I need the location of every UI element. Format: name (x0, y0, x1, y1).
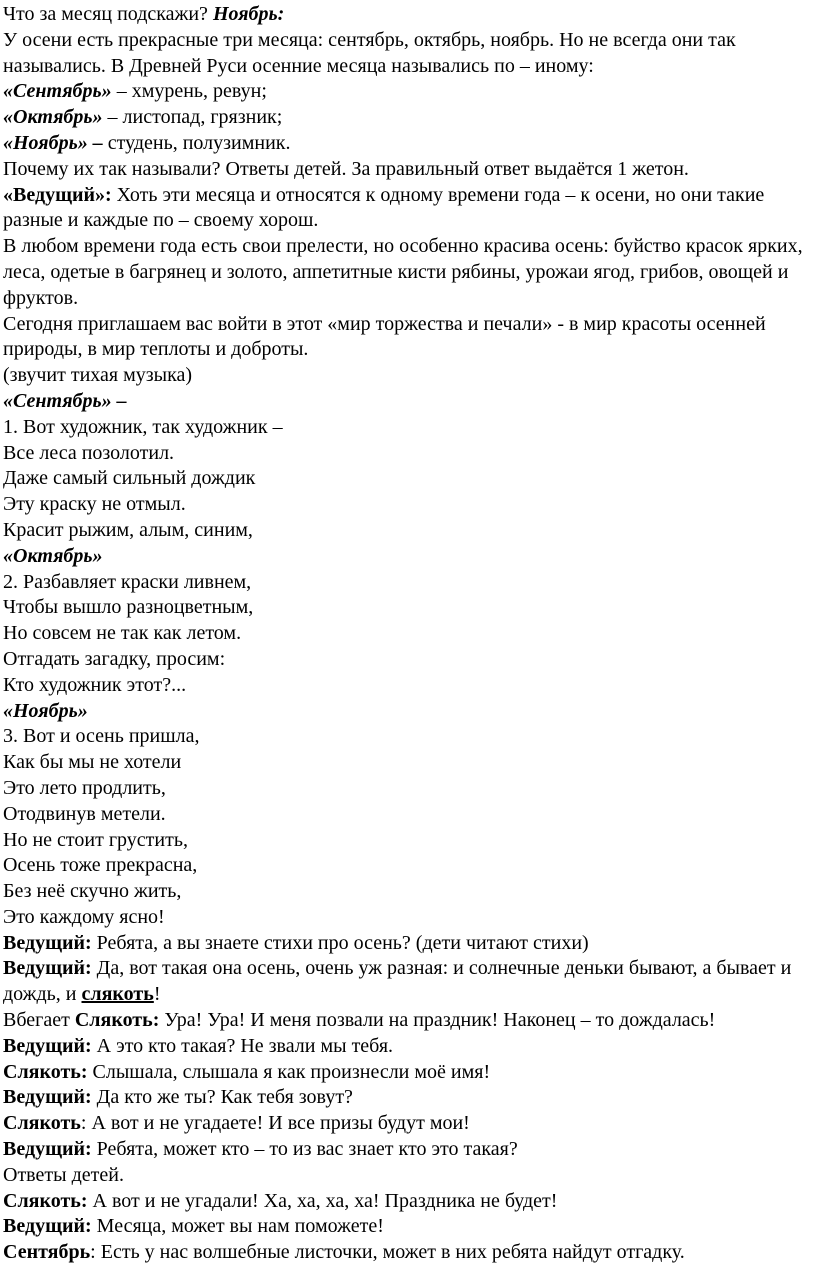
speaker-slush: Слякоть: (3, 1060, 88, 1083)
poem-line: Кто художник этот?... (3, 673, 187, 696)
dialogue-line (3, 1111, 816, 1137)
heading-october: «Октябрь» (3, 544, 103, 567)
poem-line: Но совсем не так как летом. (3, 622, 242, 645)
paragraph-autumn-months: У осени есть прекрасные три месяца: сентябрь, октябрь, ноябрь. Но не всегда они так назывались. В Древней Руси осенние месяца назывались по – иному: (3, 28, 736, 77)
dialogue-text: Да кто же ты? Как тебя зовут? (91, 1086, 353, 1109)
paragraph-question-why: Почему их так называли? Ответы детей. За правильный ответ выдаётся 1 жетон. (3, 157, 689, 180)
speaker-slush: Слякоть: (74, 1009, 160, 1032)
dialogue-line (3, 1085, 816, 1111)
dialogue-text: Да, вот такая она осень, очень уж разная: и солнечные деньки бывают, а бывает и дождь, и (3, 957, 792, 1006)
month-november-label: Ноябрь: (212, 3, 285, 25)
dialogue-line (3, 1034, 816, 1060)
speaker-host: Ведущий: (3, 1034, 92, 1057)
october-old-names (3, 105, 816, 131)
dialogue-line (3, 1214, 816, 1240)
dialogue-text: А это кто такая? Не звали мы тебя. (91, 1034, 394, 1057)
dialogue-line (3, 1060, 816, 1086)
intro-question (3, 2, 816, 28)
dialogue-line (3, 1240, 816, 1266)
speaker-september: Сентябрь (3, 1241, 91, 1264)
dialogue-text: : А вот и не угадаете! И все призы будут мои! (80, 1112, 470, 1135)
month-september-label: «Сентябрь» (3, 80, 112, 103)
word-slush-underlined: слякоть (81, 983, 154, 1006)
poem-line: Это лето продлить, (3, 776, 166, 799)
heading-november: «Ноябрь» (3, 699, 88, 722)
dialogue-line (3, 1137, 816, 1163)
poem-line: Осень тоже прекрасна, (3, 854, 198, 877)
question-text: Что за месяц подскажи? (3, 3, 213, 25)
speaker-host: Ведущий: (3, 957, 92, 980)
stage-direction-music: (звучит тихая музыка) (3, 364, 193, 387)
speaker-host: Ведущий: (3, 1215, 92, 1238)
poem-line: Отодвинув метели. (3, 802, 166, 825)
dialogue-text: Ура! Ура! И меня позвали на праздник! Наконец – то дождалась! (159, 1009, 716, 1032)
month-october-label: «Октябрь» (3, 106, 103, 129)
month-november-label: «Ноябрь» – (3, 131, 103, 154)
september-old-names (3, 79, 816, 105)
poem-line: Эту краску не отмыл. (3, 493, 186, 516)
dialogue-line (3, 1189, 816, 1215)
poem-line: Красит рыжим, алым, синим, (3, 518, 253, 541)
dialogue-text: Ребята, а вы знаете стихи про осень? (дети читают стихи) (91, 931, 589, 954)
poem-line: 1. Вот художник, так художник – (3, 415, 283, 438)
paragraph-autumn-beauty: В любом времени года есть свои прелести, но особенно красива осень: буйство красок ярких, леса, одетые в багрянец и золото, аппетитные кисти рябины, урожаи ягод, грибов, овощей и фруктов. (3, 235, 803, 309)
poem-line: Все леса позолотил. (3, 441, 175, 464)
poem-line: Отгадать загадку, просим: (3, 647, 226, 670)
dialogue-text: Месяца, может вы нам поможете! (91, 1215, 384, 1238)
paragraph-host-intro (3, 183, 816, 235)
host-speech: Хоть эти месяца и относятся к одному времени года – к осени, но они такие разные и каждые по – своему хорош. (3, 183, 765, 232)
poem-line: Чтобы вышло разноцветным, (3, 596, 254, 619)
poem-line: Без неё скучно жить, (3, 880, 182, 903)
september-names: – хмурень, ревун; (111, 80, 267, 103)
dialogue-text: Ребята, может кто – то из вас знает кто это такая? (91, 1138, 518, 1161)
dialogue-line (3, 931, 816, 957)
poem-line: 2. Разбавляет краски ливнем, (3, 570, 252, 593)
poem-line: Как бы мы не хотели (3, 751, 182, 774)
october-names: – листопад, грязник; (102, 106, 283, 129)
poem-line: 3. Вот и осень пришла, (3, 725, 200, 748)
speaker-host: Ведущий: (3, 1086, 92, 1109)
poem-line: Это каждому ясно! (3, 905, 165, 928)
heading-september: «Сентябрь» – (3, 389, 127, 412)
dialogue-text: ! (153, 983, 161, 1006)
paragraph-invitation: Сегодня приглашаем вас войти в этот «мир торжества и печали» - в мир красоты осенней природы, в мир теплоты и доброты. (3, 312, 766, 361)
november-names: студень, полузимник. (102, 131, 291, 154)
speaker-host: Ведущий: (3, 1138, 92, 1161)
dialogue-line (3, 1008, 816, 1034)
poem-line: Но не стоит грустить, (3, 828, 188, 851)
speaker-slush: Слякоть (3, 1112, 81, 1135)
poem-line: Даже самый сильный дождик (3, 467, 256, 490)
dialogue-text: А вот и не угадали! Ха, ха, ха, ха! Праздника не будет! (87, 1189, 558, 1212)
dialogue-text: : Есть у нас волшебные листочки, может в них ребята найдут отгадку. (90, 1241, 685, 1264)
speaker-host: «Ведущий»: (3, 183, 112, 206)
dialogue-line (3, 956, 816, 1008)
speaker-slush: Слякоть: (3, 1189, 88, 1212)
stage-direction-answers: Ответы детей. (3, 1163, 124, 1186)
speaker-host: Ведущий: (3, 931, 92, 954)
stage-direction: Вбегает (3, 1009, 75, 1032)
november-old-names (3, 131, 816, 157)
dialogue-text: Слышала, слышала я как произнесли моё имя! (87, 1060, 491, 1083)
